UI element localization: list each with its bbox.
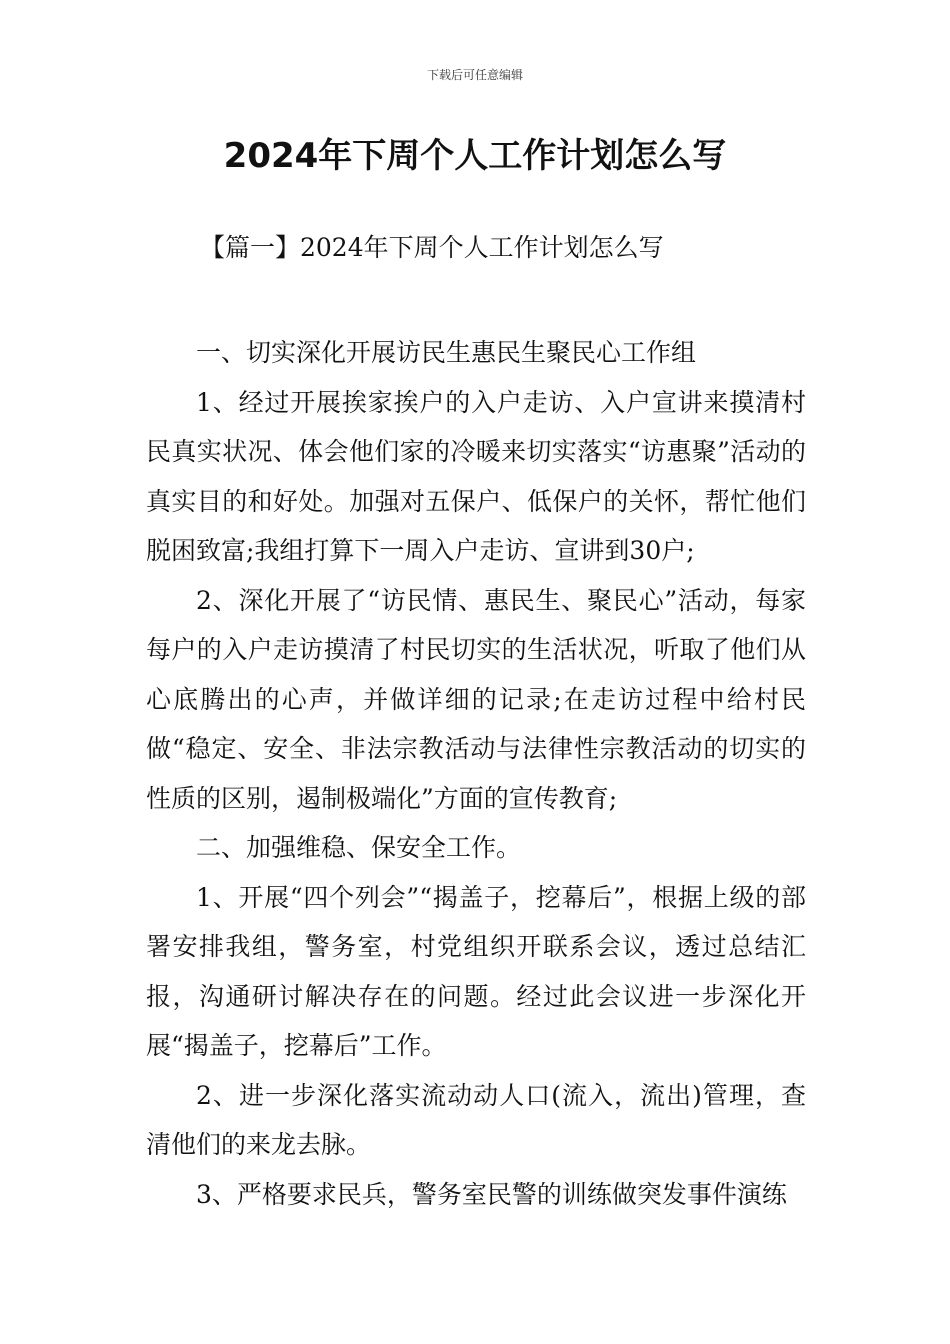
paragraph: 1、经过开展挨家挨户的入户走访、入户宣讲来摸清村民真实状况、体会他们家的冷暖来切实落实“访惠聚”活动的真实目的和好处。加强对五保户、低保户的关怀，帮忙他们脱困致富;我组打算下一周入户走访、宣讲到30户; xyxy=(146,387,806,565)
document-body xyxy=(146,328,806,1219)
paragraph: 1、开展“四个列会”“揭盖子，挖幕后”，根据上级的部署安排我组，警务室，村党组织开联系会议，透过总结汇报，沟通研讨解决存在的问题。经过此会议进一步深化开展“揭盖子，挖幕后”工作。 xyxy=(146,882,806,1060)
paragraph: 3、严格要求民兵，警务室民警的训练做突发事件演练 xyxy=(196,1179,787,1209)
header-note: 下载后可任意编辑 xyxy=(426,68,523,82)
paragraph: 2、进一步深化落实流动动人口(流入，流出)管理，查清他们的来龙去脉。 xyxy=(146,1080,806,1159)
paragraph: 2、深化开展了“访民情、惠民生、聚民心”活动，每家每户的入户走访摸清了村民切实的生活状况，听取了他们从心底腾出的心声，并做详细的记录;在走访过程中给村民做“稳定、安全、非法宗教活动与法律性宗教活动的切实的性质的区别，遏制极端化”方面的宣传教育; xyxy=(146,585,806,813)
paragraph: 一、切实深化开展访民生惠民生聚民心工作组 xyxy=(196,338,697,367)
section-heading: 【篇一】2024年下周个人工作计划怎么写 xyxy=(200,233,664,262)
paragraph: 二、加强维稳、保安全工作。 xyxy=(196,833,522,862)
document-title: 2024年下周个人工作计划怎么写 xyxy=(223,136,727,176)
